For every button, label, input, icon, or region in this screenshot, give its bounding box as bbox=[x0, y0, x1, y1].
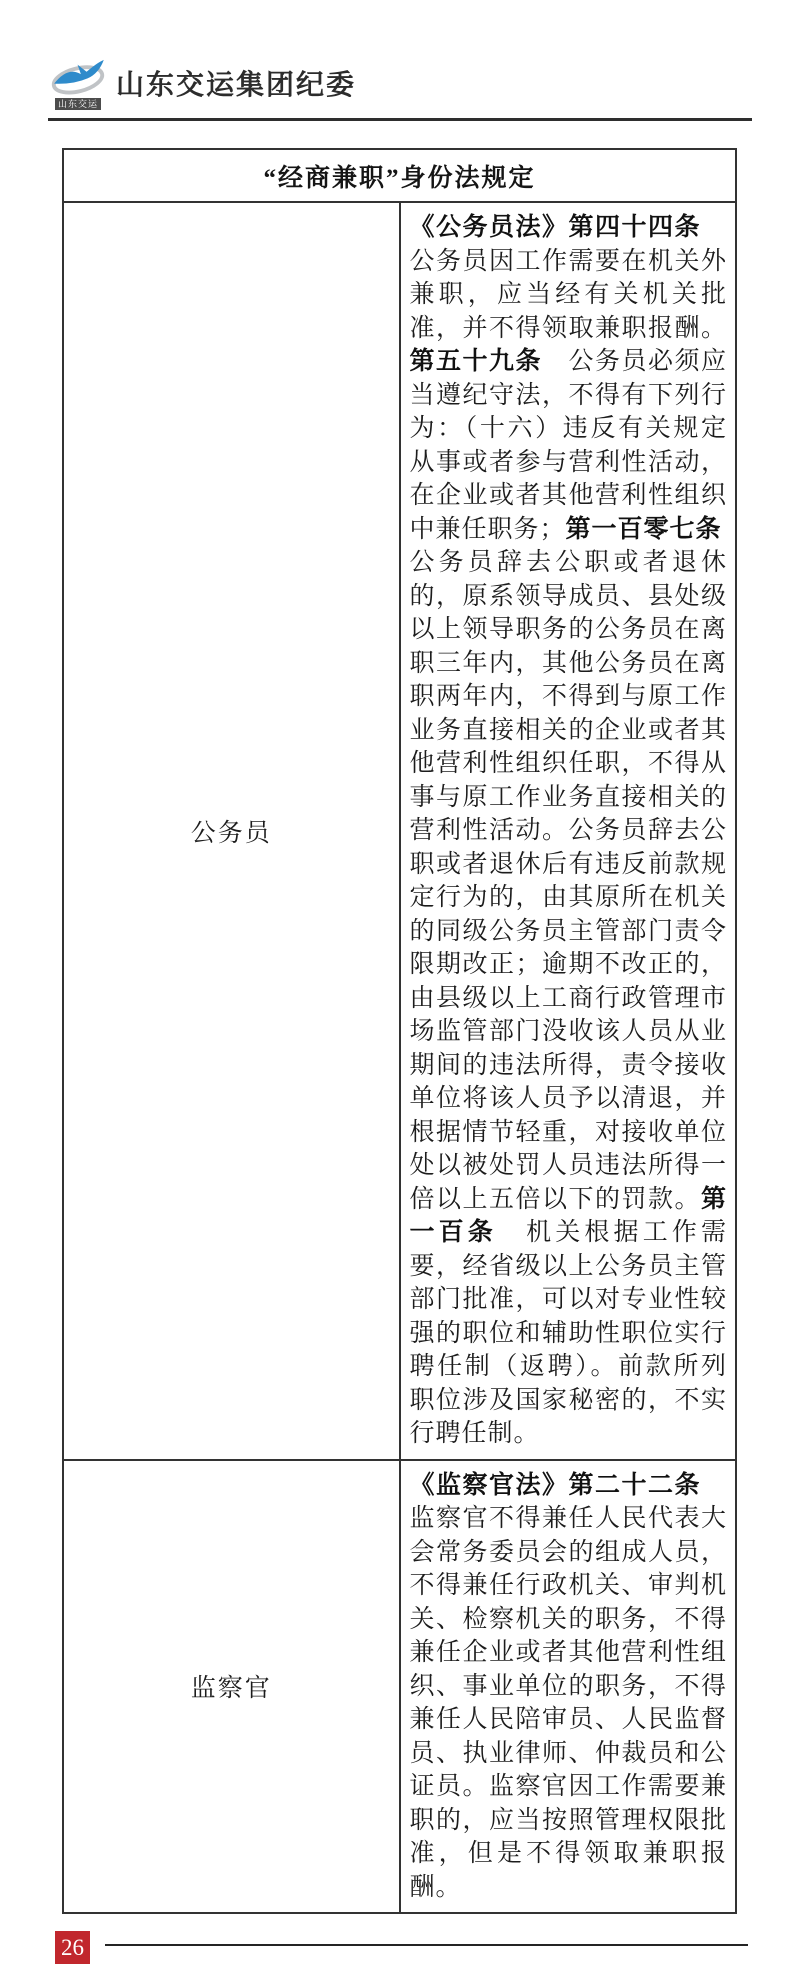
footer-divider bbox=[105, 1944, 748, 1946]
document-page bbox=[0, 56, 800, 1960]
page-number-badge: 26 bbox=[55, 1931, 90, 1964]
table-row-supervisor bbox=[63, 1460, 736, 1914]
supervisor-regulation-text: 《监察官法》第二十二条 监察官不得兼任人民代表大会常务委员会的组成人员，不得兼任行政机关、审判机关、检察机关的职务，不得兼任企业或者其他营利性组织、事业单位的职务，不得兼任人民陪审员、人民监督员、执业律师、仲裁员和公证员。监察官因工作需要兼职的，应当按照管理权限批准，但是不得领取兼职报酬。 bbox=[409, 1471, 727, 1901]
row-label-civil-servant: 公务员 bbox=[63, 202, 400, 1460]
civil-servant-regulation-text: 《公务员法》第四十四条 公务员因工作需要在机关外兼职，应当经有关机关批准，并不得领取兼职报酬。第五十九条 公务员必须应当遵纪守法，不得有下列行为：（十六）违反有关规定从事或者参与营利性活动，在企业或者其他营利性组织中兼任职务；第一百零七条 公务员辞去公职或者退休的，原系领导成员、县处级以上领导职务的公务员在离职三年内，其他公务员在离职两年内，不得到与原工作业务直接相关的企业或者其他营利性组织任职，不得从事与原工作业务直接相关的营利性活动。公务员辞去公职或者退休后有违反前款规定行为的，由其原所在机关的同级公务员主管部门责令限期改正；逾期不改正的，由县级以上工商行政管理市场监管部门没收该人员从业期间的违法所得，责令接收单位将该人员予以清退，并根据情节轻重，对接收单位处以被处罚人员违法所得一倍以上五倍以下的罚款。第一百条 机关根据工作需要，经省级以上公务员主管部门批准，可以对专业性较强的职位和辅助性职位实行聘任制（返聘）。前款所列职位涉及国家秘密的，不实行聘任制。 bbox=[409, 214, 748, 1447]
header-divider bbox=[48, 118, 752, 121]
table-title-row bbox=[63, 149, 736, 202]
row-content-cell bbox=[400, 1460, 737, 1914]
regulation-table bbox=[62, 148, 748, 1914]
bird-swoosh-icon bbox=[49, 56, 107, 98]
logo-caption: 山东交运 bbox=[55, 98, 101, 110]
row-content-cell bbox=[400, 202, 748, 1460]
page-footer bbox=[55, 1931, 748, 1964]
page-title: 山东交运集团纪委 bbox=[116, 69, 357, 100]
company-logo bbox=[48, 56, 108, 110]
table-title: “经商兼职”身份法规定 bbox=[63, 149, 736, 202]
table-row-civil-servant bbox=[63, 202, 736, 1460]
row-label-supervisor: 监察官 bbox=[63, 1460, 400, 1914]
page-header bbox=[48, 56, 752, 110]
